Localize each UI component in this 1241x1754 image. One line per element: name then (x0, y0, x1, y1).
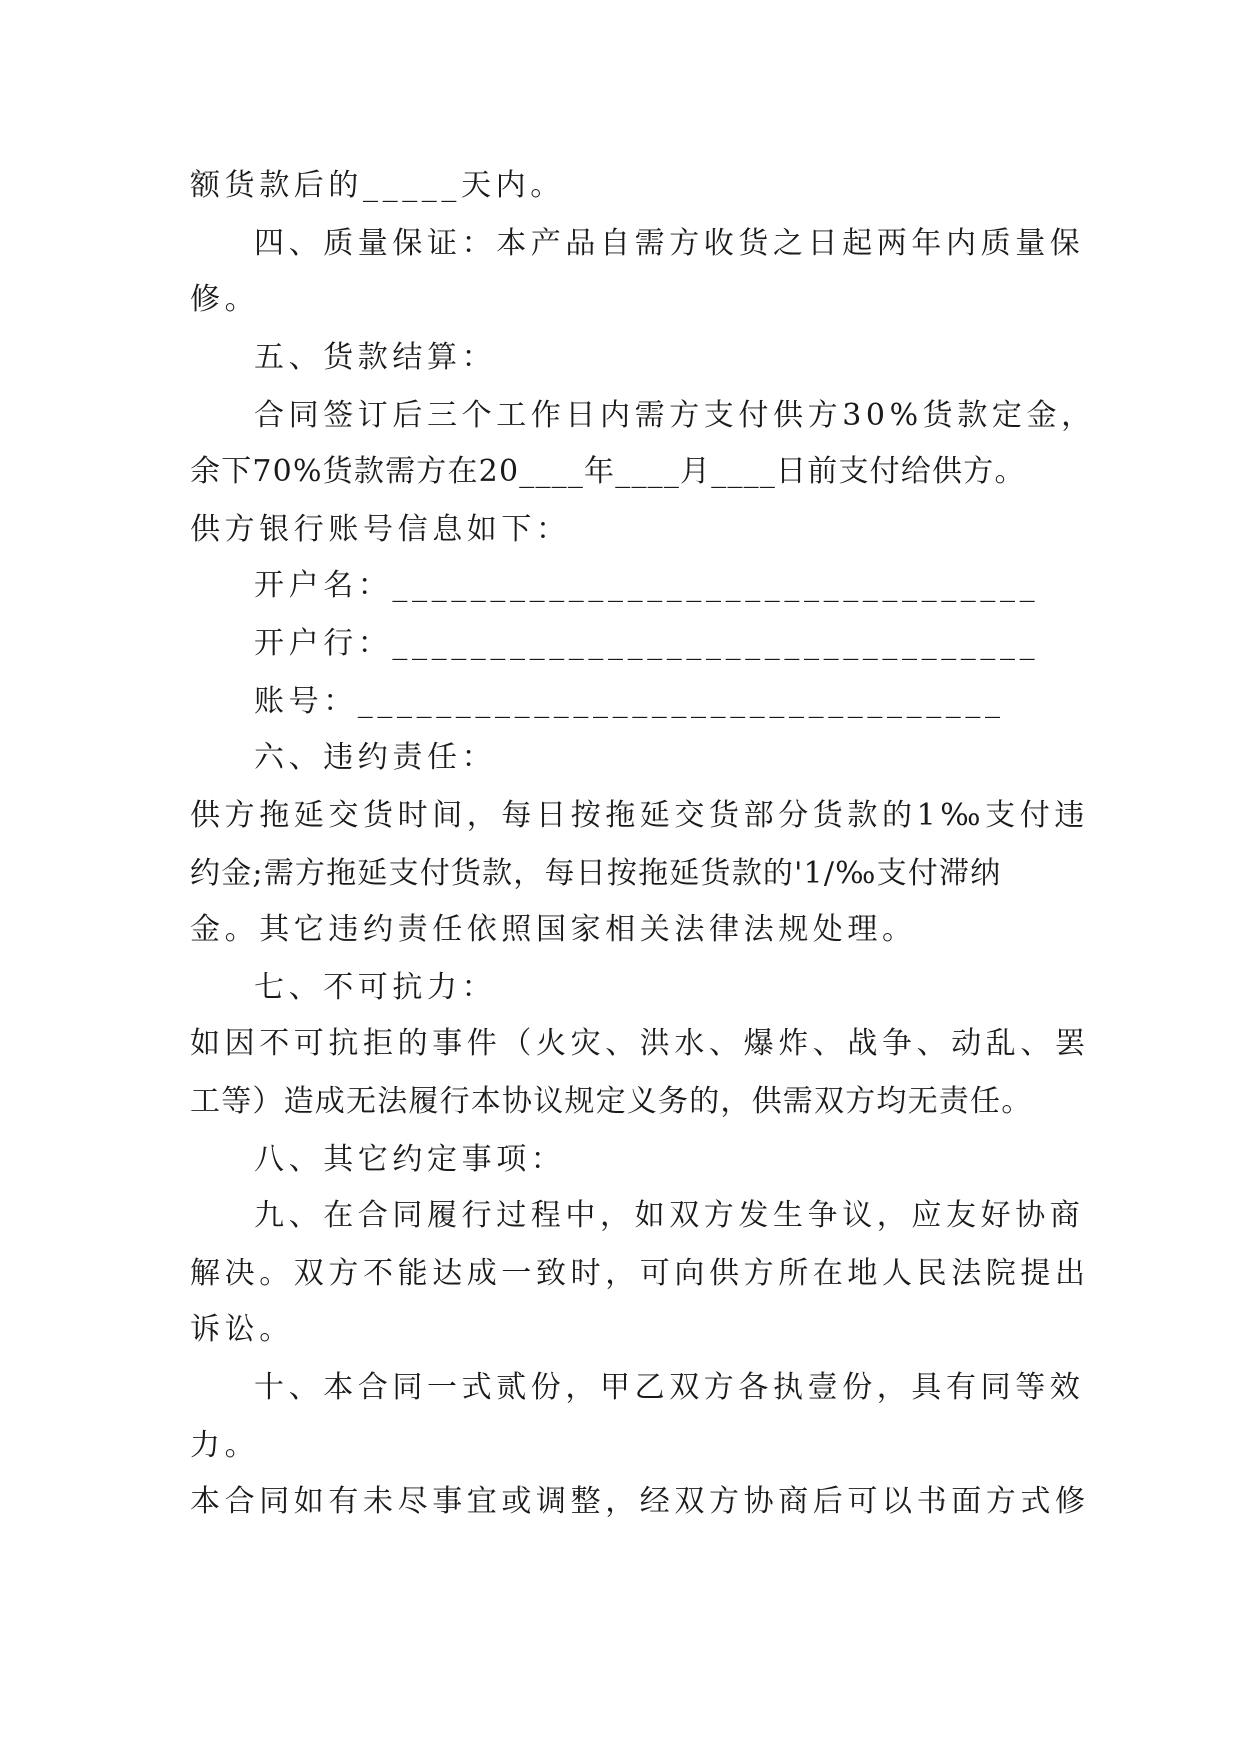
section-heading: 六、违约责任： (254, 740, 497, 775)
section-heading: 八、其它约定事项： (254, 1142, 566, 1177)
text-line: 余下70%货款需方在20____年____月____日前支付给供方。 (190, 454, 1026, 489)
text-line: 工等）造成无法履行本协议规定义务的，供需双方均无责任。 (190, 1084, 1033, 1119)
text-line: 合同签订后三个工作日内需方支付供方30%货款定金， (254, 398, 1096, 433)
text-line: 修。 (190, 282, 260, 317)
text-line: 如因不可抗拒的事件（火灾、洪水、爆炸、战争、动乱、罢 (190, 1026, 1090, 1061)
text-line: 本合同如有未尽事宜或调整，经双方协商后可以书面方式修 (190, 1484, 1090, 1519)
text-line: 解决。双方不能达成一致时，可向供方所在地人民法院提出 (190, 1256, 1090, 1291)
text-line: 额货款后的_____天内。 (190, 168, 565, 203)
text-line: 四、质量保证：本产品自需方收货之日起两年内质量保 (254, 226, 1085, 261)
text-line: 十、本合同一式贰份，甲乙双方各执壹份，具有同等效 (254, 1370, 1085, 1405)
text-line: 供方拖延交货时间，每日按拖延交货部分货款的1‰支付违 (190, 798, 1089, 833)
text-line: 九、在合同履行过程中，如双方发生争议，应友好协商 (254, 1198, 1085, 1233)
text-line: 供方银行账号信息如下： (190, 512, 571, 547)
account-name-line: 开户名：_________________________________ (254, 568, 1040, 603)
section-heading: 七、不可抗力： (254, 970, 497, 1005)
bank-branch-line: 开户行：_________________________________ (254, 626, 1040, 661)
section-heading: 五、货款结算： (254, 340, 497, 375)
text-line: 约金;需方拖延支付货款，每日按拖延货款的'1/‰支付滞纳 (190, 856, 1002, 891)
text-line: 金。其它违约责任依照国家相关法律法规处理。 (190, 912, 917, 947)
text-line: 诉讼。 (190, 1312, 294, 1347)
account-number-line: 账号：_________________________________ (254, 684, 1005, 719)
text-line: 力。 (190, 1428, 260, 1463)
